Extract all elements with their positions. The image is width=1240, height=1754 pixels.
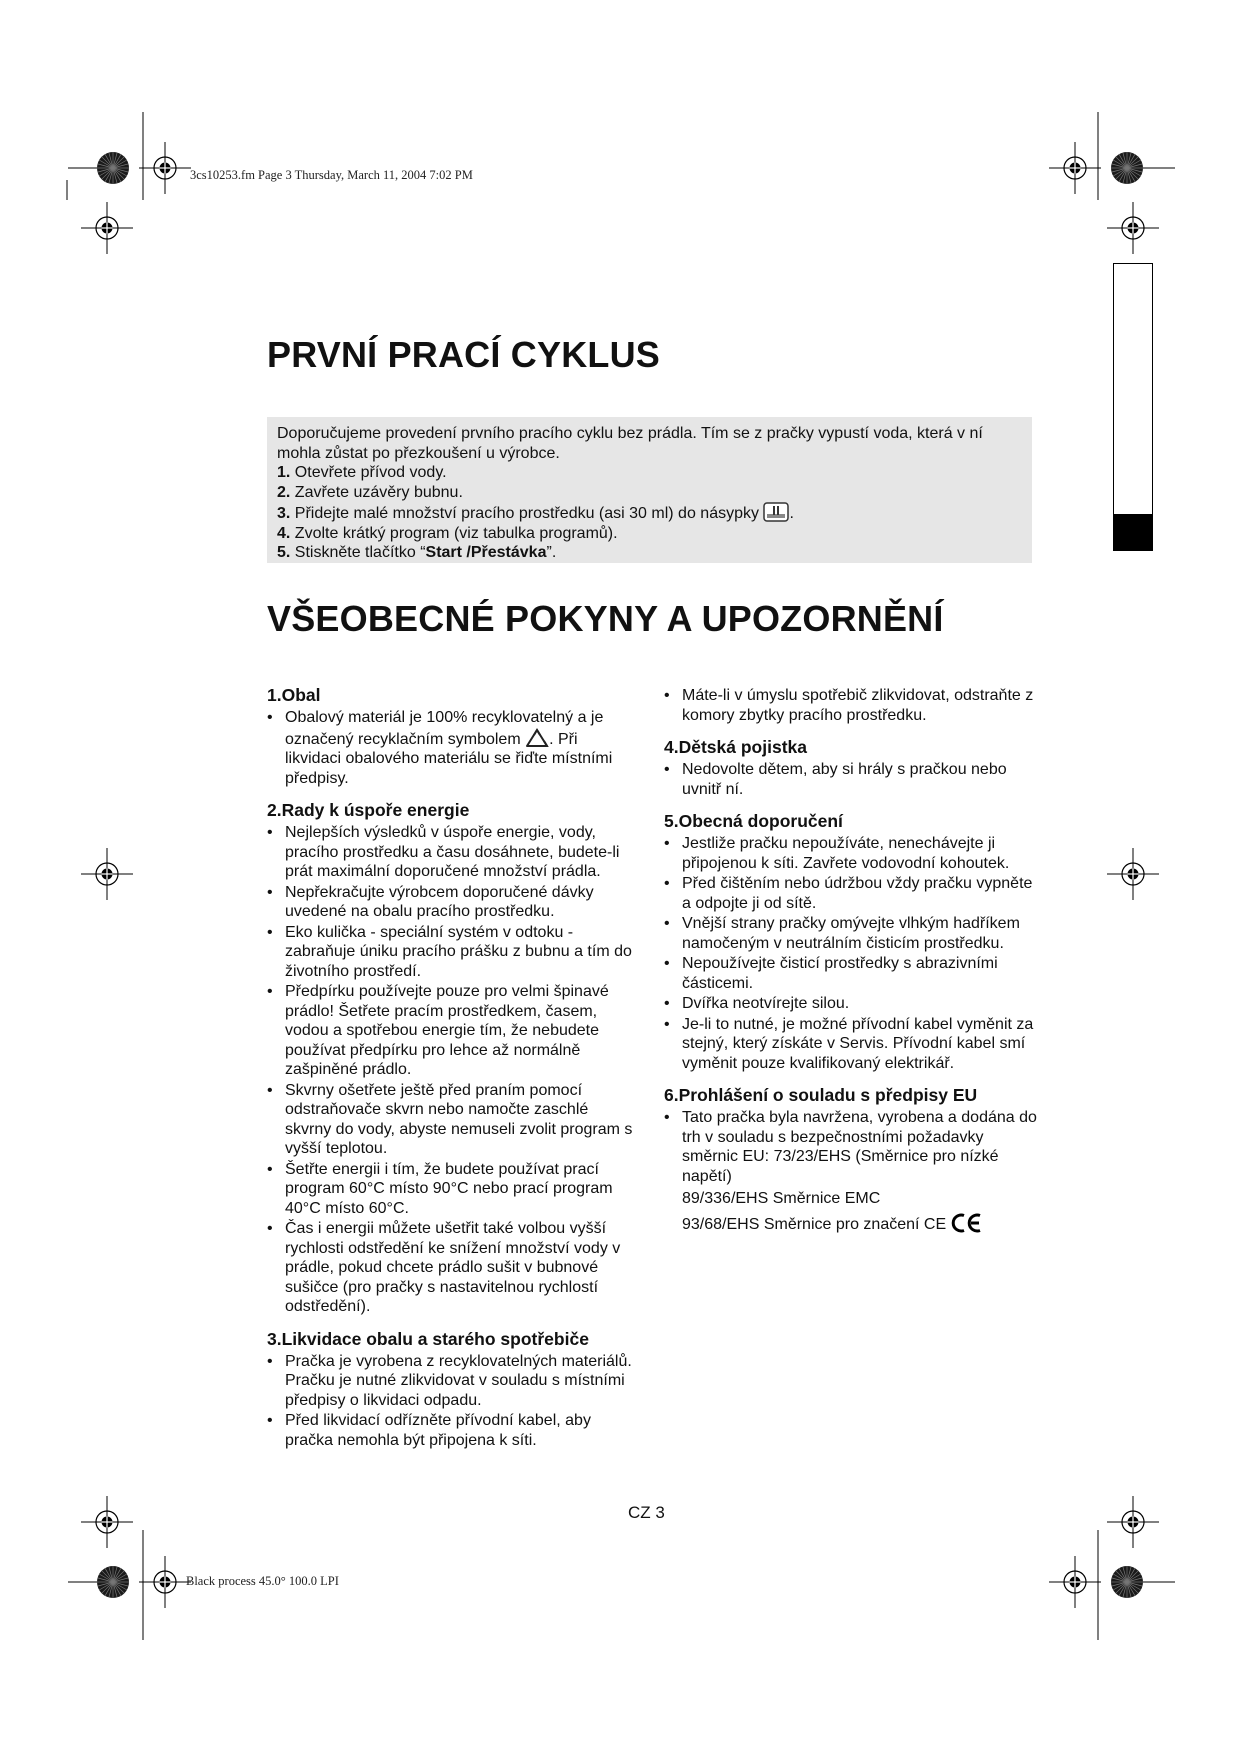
list-item: • Předpírku používejte pouze pro velmi špinavé prádlo! Šetřete pracím prostředkem, časem, vodou a spotřebou energie tím, že nebudete používat předpírku pro lehce až normálně zašpiněné prádlo.	[267, 982, 635, 1080]
step-item: 4. Zvolte krátký program (viz tabulka programů).	[277, 524, 618, 542]
right-column	[664, 686, 1042, 1246]
starburst-target-icon	[1111, 1566, 1143, 1598]
intro-box	[267, 417, 1032, 563]
list-item: • Vnější strany pračky omývejte vlhkým hadříkem namočeným v neutrálním čisticím prostředku.	[664, 914, 1042, 953]
registration-mark-icon	[1107, 848, 1159, 900]
page-number: CZ 3	[628, 1503, 665, 1522]
list-item: • Jestliže pračku nepoužíváte, nenechávejte ji připojenou k síti. Zavřete vodovodní kohoutek.	[664, 834, 1042, 873]
list-disposal	[267, 1352, 635, 1451]
step-item: 3. Přidejte malé množství pracího prostředku (asi 30 ml) do násypky .	[277, 502, 1022, 524]
list-packaging	[267, 708, 635, 788]
section-title-general-instructions: VŠEOBECNÉ POKYNY A UPOZORNĚNÍ	[267, 598, 944, 639]
registration-mark-icon	[81, 848, 133, 900]
slug-bottom: Black process 45.0° 100.0 LPI	[186, 1574, 339, 1588]
list-energy-saving	[267, 823, 635, 1317]
left-column	[267, 685, 635, 1462]
list-item: • Máte-li v úmyslu spotřebič zlikvidovat, odstraňte z komory zbytky pracího prostředku.	[664, 686, 1042, 725]
registration-mark-icon	[1049, 142, 1101, 194]
list-item: • Šetřte energii i tím, že budete používat prací program 60°C místo 90°C nebo prací program 40°C místo 60°C.	[267, 1160, 635, 1219]
heading-general-recommendations: 5.Obecná doporučení	[664, 811, 843, 831]
list-child-lock	[664, 760, 1042, 799]
starburst-target-icon	[97, 152, 129, 184]
list-item: • Je-li to nutné, je možné přívodní kabel vyměnit za stejný, který získáte v Servis. Přívodní kabel smí vyměnit pouze kvalifikovaný elektrikář.	[664, 1015, 1042, 1074]
heading-packaging: 1.Obal	[267, 685, 321, 705]
step-item: 1. Otevřete přívod vody.	[277, 464, 447, 481]
registration-mark-icon	[139, 142, 191, 194]
detergent-dispenser-icon	[763, 502, 789, 522]
list-item: • Nepřekračujte výrobcem doporučené dávky uvedené na obalu pracího prostředku.	[267, 883, 635, 922]
list-disposal-continued	[664, 686, 1042, 725]
registration-mark-icon	[81, 202, 133, 254]
step-item: 5. Stiskněte tlačítko “Start /Přestávka”.	[277, 544, 557, 561]
list-item: • Eko kulička - speciální systém v odtoku - zabraňuje úniku pracího prášku z bubnu a tím do životního prostředí.	[267, 923, 635, 982]
intro-text: Doporučujeme provedení prvního pracího cyklu bez prádla. Tím se z pračky vypustí voda, která v ní mohla zůstat po přezkoušení u výrobce.	[277, 425, 983, 462]
registration-mark-icon	[81, 1496, 133, 1548]
list-item: • Dvířka neotvírejte silou.	[664, 994, 1042, 1014]
list-item: • Před likvidací odřízněte přívodní kabel, aby pračka nemohla být připojena k síti.	[267, 1411, 635, 1450]
list-item: • Skvrny ošetřete ještě před praním pomocí odstraňovače skvrn nebo namočte zaschlé skvrny do vody, abyste nemuseli zvolit program s vyšší teplotou.	[267, 1081, 635, 1159]
registration-mark-icon	[139, 1556, 191, 1608]
list-item: • Nejlepších výsledků v úspoře energie, vody, pracího prostředku a času dosáhnete, budete-li prát maximální doporučené množství prádla.	[267, 823, 635, 882]
list-item: • Čas i energii můžete ušetřit také volbou vyšší rychlosti odstředění ke snížení množství vody v prádle, pokud chcete prádlo sušit v bubnové sušičce (pro pračky s nastavitelnou rychlostí odstředění).	[267, 1219, 635, 1317]
starburst-target-icon	[97, 1566, 129, 1598]
list-eu-declaration	[664, 1108, 1042, 1234]
list-item: • Pračka je vyrobena z recyklovatelných materiálů. Pračku je nutné zlikvidovat v souladu s místními předpisy o likvidaci odpadu.	[267, 1352, 635, 1411]
registration-mark-icon	[1049, 1556, 1101, 1608]
list-item: • Před čištěním nebo údržbou vždy pračku vypněte a odpojte ji od sítě.	[664, 874, 1042, 913]
heading-eu-declaration: 6.Prohlášení o souladu s předpisy EU	[664, 1085, 978, 1105]
registration-mark-icon	[1107, 1496, 1159, 1548]
list-item-continued: 89/336/EHS Směrnice EMC	[682, 1190, 881, 1207]
list-item-continued: 93/68/EHS Směrnice pro značení CE	[664, 1212, 1042, 1235]
thumb-tab	[1113, 263, 1153, 551]
step-item: 2. Zavřete uzávěry bubnu.	[277, 483, 463, 501]
list-general-recommendations	[664, 834, 1042, 1073]
slug-top: 3cs10253.fm Page 3 Thursday, March 11, 2004 7:02 PM	[190, 168, 473, 182]
registration-mark-icon	[1107, 202, 1159, 254]
recycling-icon	[525, 728, 549, 748]
heading-child-lock: 4.Dětská pojistka	[664, 737, 807, 757]
starburst-target-icon	[1111, 152, 1143, 184]
steps-list	[277, 463, 1022, 563]
list-item: • Nedovolte dětem, aby si hrály s pračkou nebo uvnitř ní.	[664, 760, 1042, 799]
section-title-first-wash: PRVNÍ PRACÍ CYKLUS	[267, 334, 660, 375]
list-item: • Nepoužívejte čisticí prostředky s abrazivními částicemi.	[664, 954, 1042, 993]
heading-energy-saving: 2.Rady k úspoře energie	[267, 800, 470, 820]
heading-disposal: 3.Likvidace obalu a starého spotřebiče	[267, 1328, 589, 1349]
list-item: • Tato pračka byla navržena, vyrobena a dodána do trh v souladu s bezpečnostními požadavky směrnic EU: 73/23/EHS (Směrnice pro nízké napětí)	[664, 1108, 1042, 1186]
ce-mark-icon	[951, 1212, 983, 1234]
thumb-tab-marker	[1114, 514, 1152, 550]
list-item: • Obalový materiál je 100% recyklovatelný a je označený recyklačním symbolem . Při likvidaci obalového materiálu se řiďte místními předpisy.	[267, 708, 635, 788]
